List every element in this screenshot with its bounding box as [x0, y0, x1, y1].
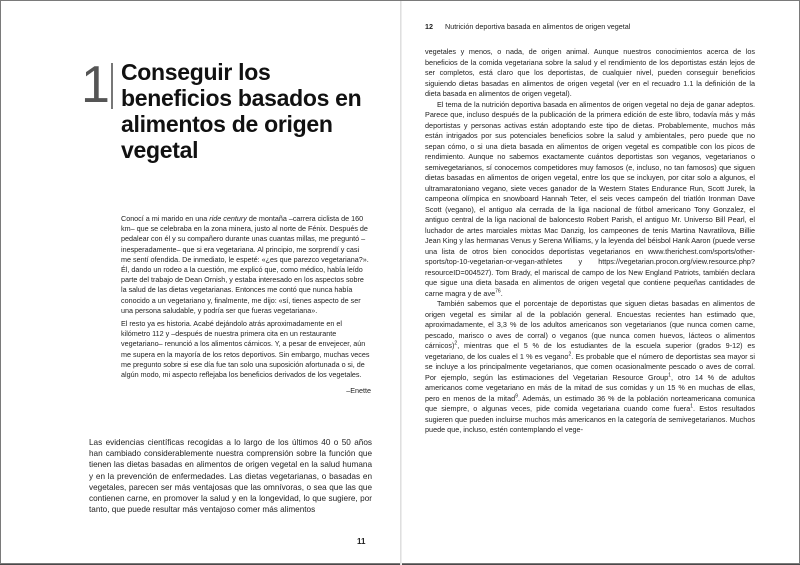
citation-superscript: 2 [454, 340, 458, 347]
right-paragraph-1: vegetales y menos, o nada, de origen animal. Aunque nuestros conocimientos acerca de los beneficios de la comida vegetariana sobre la salud y el rendimiento de los deportistas están lejos de ser completos, está claro que los deportistas, de cualquier nivel, pueden conseguir beneficios siguiendo dietas basadas en alimentos de origen vegetal (ver en el recuadro 1.1 la definición de la dieta basada en alimentos de origen vegetal). [425, 47, 755, 98]
left-body-text [89, 437, 372, 515]
page-number-right: 12 [425, 22, 433, 31]
chapter-number: 1 [81, 56, 110, 114]
left-body-paragraph: Las evidencias científicas recogidas a lo largo de los últimos 40 o 50 años han cambiado considerablemente nuestra comprensión sobre la función que tienen las dietas basadas en alimentos de origen vegetal en la salud humana y en la prevención de enfermedades. Las dietas vegetarianas, o basadas en vegetales, parecen ser más ventajosas que las omnívoras, o sea que las que contienen carne, en promover la salud y en la longevidad, lo que sugiere, por tanto, que puede resultar más ventajoso comer más alimentos [89, 438, 372, 515]
citation-superscript: 9 [515, 393, 518, 400]
citation-superscript: 1 [690, 403, 694, 410]
chapter-divider [111, 63, 113, 109]
running-head [425, 22, 630, 31]
right-body-text [425, 47, 755, 436]
citation-superscript: 2 [568, 351, 572, 358]
chapter-title: Conseguir los beneficios basados en alimentos de origen vegetal [121, 59, 362, 163]
citation-superscript: 1 [668, 372, 671, 379]
epigraph-paragraph-1: Conocí a mi marido en una ride century de montaña –carrera ciclista de 160 km– que se celebraba en la zona minera, justo al norte de Fénix. Después de pedalear con él y su compañero durante unas cuantas millas, me preguntó –inesperadamente– que si era vegetariana. Al principio, me sorprendí y casi me sentí ofendida. De inmediato, le espeté: «¿es que parezco vegetariana?». Él, dando un rodeo a la cuestión, me explicó que, como médico, había leído parte del trabajo de Dean Ornish, y estaba interesado en los aspectos sobre la salud de las dietas vegetarianas. Entonces me contó que nunca había conocido a un vegetariano y, finalmente, me dijo: «sí, tienes aspecto de ser una persona saludable, y podría ser que fueras vegetariana». [121, 214, 369, 315]
chapter-heading [81, 56, 381, 169]
right-paragraph-2: El tema de la nutrición deportiva basada en alimentos de origen vegetal no deja de ganar adeptos. Parece que, incluso después de la publicación de la primera edición de este libro, todavía más y más deportistas y personas activas están adoptando este tipo de dietas. Probablemente, muchos más están intrigados por sus potenciales beneficios sobre la salud y ambientales, pero puede que no sepan cómo, o si una dieta basada en alimentos de origen vegetal es compatible con los picos de rendimiento. Aunque no sabemos exactamente cuántos deportistas son veganos, vegetarianos o semivegetarianos, sí conocemos competidores muy famosos (e, incluso, no tan famosos) que siguen dietas basadas en alimentos de origen vegetal, entre los que se incluyen, por citar solo a algunos, el ultramaratoniano vegano, siete veces ganador de la Western States Endurance Run, Scott Jurek, la campeona olímpica en snowboard Hannah Teter, el seis veces campeón del triatlón Ironman Dave Scott (vegano), el antiguo ala cerrada de la liga nacional de fútbol americano Tony Gonzalez, el antiguo central de la liga nacional de baloncesto Robert Parish, el antiguo Mr. Universo Bill Pearl, el luchador de artes marciales mixtas Mac Danzig, los campeones de tenis Martina Navratilova, Billie Jean King y las hermanas Venus y Serena Williams, y la leyenda del béisbol Hank Aaron (puede verse una lista de otros bien conocidos deportistas vegetarianos en www.therichest.com/sports/other-sports/top-10-vegetarian-or-vegan-athletes y https://vegetarian.procon.org/view.resource.php?resourceID=004527). Tom Brady, el mariscal de campo de los New England Patriots, también declara que sigue una dieta basada en alimentos de origen vegetal que contiene pequeñas cantidades de carne magra y de ave$^{76}$. [425, 99, 755, 298]
right-paragraph-3: También sabemos que el porcentaje de deportistas que siguen dietas basadas en alimentos de origen vegetal es similar al de la población general. Encuestas recientes han estimado que, aproximadamente, el 3,3 % de los adultos americanos son vegetarianos (que nunca comen carne, pescado, marisco o aves de corral) o veganos (que nunca comen huevos, lácteos o alimentos cárnicos)$^2$, mientras que el 5 % de los estudiantes de la escuela superior (grados 9-12) es vegetariano, de los cuales el 1 % es vegano$^2$. Es probable que el número de deportistas sea mayor si se incluye a los principalmente vegetarianos, que comen ocasionalmente pescado o aves de corral. Por ejemplo, según las estimaciones del Vegetarian Resource Group$^1$, otro 14 % de adultos americanos come vegetariano en más de la mitad de sus comidas y un 15 % en muchas de ellas, pero en menos de la mitad$^9$. Además, un estimado 36 % de la población norteamericana comunica que siempre, o algunas veces, pide comida vegetariana cuando come fuera$^1$. Estos resultados sugieren que pueden incluirse muchos más americanos en la categoría de semivegetarianos. Muchos puede que, incluso, estén contemplando el vege- [425, 299, 756, 434]
epigraph [121, 214, 371, 399]
book-gutter [400, 1, 402, 565]
epigraph-signature: –Enette [346, 386, 371, 396]
running-head-title: Nutrición deportiva basada en alimentos de origen vegetal [445, 22, 631, 31]
epigraph-paragraph-2: El resto ya es historia. Acabé dejándolo atrás aproximadamente en el kilómetro 112 y –después de nuestra primera cita en un restaurante vegetariano– renunció a los alimentos cárnicos. Y, a pesar de envejecer, aún me supera en la mayoría de los retos deportivos. Sin embargo, muchas veces me pregunto sobre si ese día fue tan solo una suposición afortunada o si, de algún modo, mi aspecto reflejaba los beneficios derivados de los vegetales. [121, 319, 370, 380]
citation-superscript: 76 [495, 288, 501, 295]
page-number-left: 11 [357, 537, 366, 546]
